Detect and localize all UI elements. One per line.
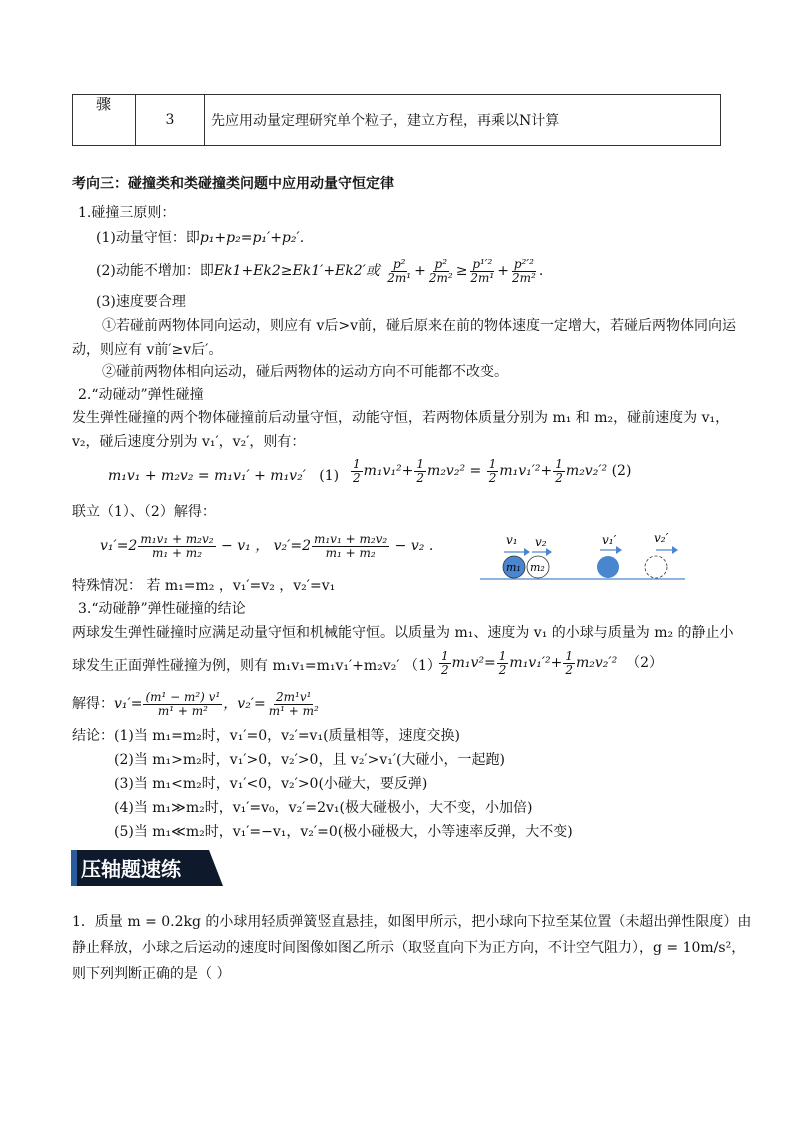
solution-static: 解得：v₁′= $\frac{\text{(m¹ − m²) v¹}}{\text{m¹ + m²}}$ ，v₂′= $\frac{\text{2m¹v¹}}{\text{m¹ + m²}}$ — [72, 689, 319, 718]
elastic-moving-para-2: v₂，碰后速度分别为 v₁′，v₂′，则有： — [72, 434, 306, 450]
rule-velocity-same-direction: ①若碰前两物体同向运动，则应有 v后>v前，碰后原来在前的物体速度一定增大，若碰后两物体同向运 — [102, 318, 736, 334]
solution-velocities: v₁′=2 $\frac{\text{m₁v₁ + m₂v₂}}{\text{m₁ + m₂}}$ − v₁ ， v₂′=2 $\frac{\text{m₁v₁ + m₂v₂}}{\text{m₁ + m₂}}$ − v₂ . — [100, 531, 434, 560]
conclusion-3: (3)当 m₁<m₂时，v₁′<0，v₂′>0(小碰大，要反弹) — [114, 776, 428, 792]
solve-label: 联立（1）、（2）解得： — [72, 504, 216, 520]
table-cell-step: 骤 — [73, 95, 136, 145]
section-banner — [71, 850, 223, 886]
rule-momentum: (1)动量守恒：即p₁+p₂=p₁′+p₂′. — [96, 230, 305, 246]
label-v2p: v₂′ — [654, 531, 669, 545]
conclusion-1: 结论：(1)当 m₁=m₂时，v₁′=0，v₂′=v₁(质量相等，速度交换) — [72, 728, 461, 744]
rule-velocity-same-direction-cont: 动，则应有 v前′≥v后′。 — [72, 342, 223, 358]
table-cell-description: 先应用动量定理研究单个粒子，建立方程，再乘以N计算 — [211, 113, 560, 129]
conclusion-5: (5)当 m₁≪m₂时，v₁′=−v₁，v₂′=0(极小碰极大，小等速率反弹，大不变) — [114, 824, 573, 840]
label-m2: m₂ — [530, 561, 545, 574]
section-title: 考向三：碰撞类和类碰撞类问题中应用动量守恒定律 — [72, 176, 394, 192]
equation-momentum: m₁v₁ + m₂v₂ = m₁v₁′ + m₁v₂′ (1) — [108, 468, 340, 484]
conclusion-4: (4)当 m₁≫m₂时，v₁′=v₀，v₂′=2v₁(极大碰极小，大不变，小加倍) — [114, 800, 533, 816]
rule-velocity-opposite: ②碰前两物体相向运动，碰后两物体的运动方向不可能都不改变。 — [102, 364, 508, 380]
rule-velocity: (3)速度要合理 — [96, 294, 186, 310]
elastic-static-para-1: 两球发生弹性碰撞时应满足动量守恒和机械能守恒。以质量为 m₁、速度为 v₁ 的小球与质量为 m₂ 的静止小 — [72, 625, 734, 641]
problem-line-3: 则下列判断正确的是（ ） — [72, 966, 231, 982]
label-v2: v₂ — [535, 535, 547, 549]
heading-elastic-static: 3.“动碰静”弹性碰撞的结论 — [78, 601, 246, 617]
steps-table — [72, 94, 721, 146]
collision-diagram — [480, 528, 690, 584]
label-m1: m₁ — [506, 561, 521, 574]
banner-label: 压轴题速练 — [81, 857, 181, 881]
label-v1: v₁ — [506, 533, 518, 547]
ball-m2-after — [645, 556, 667, 578]
heading-collision-rules: 1.碰撞三原则： — [78, 205, 176, 221]
label-v1p: v₁′ — [602, 533, 617, 547]
equation-energy-static: $\frac{1}{2}$ m₁v²= $\frac{1}{2}$ m₁v₁′²+ $\frac{1}{2}$ m₂v₂′² （2） — [441, 648, 664, 677]
table-cell-number: 3 — [136, 95, 205, 145]
heading-elastic-moving: 2.“动碰动”弹性碰撞 — [78, 387, 204, 403]
conclusion-2: (2)当 m₁>m₂时，v₁′>0，v₂′>0，且 v₂′>v₁′(大碰小，一起跑) — [114, 752, 505, 768]
problem-line-2: 静止释放，小球之后运动的速度时间图像如图乙所示（取竖直向下为正方向，不计空气阻力），g = 10m/s²， — [72, 940, 746, 956]
elastic-static-para-2: 球发生正面弹性碰撞为例，则有 m₁v₁=m₁v₁′+m₂v₂′ （1） — [72, 658, 441, 674]
ball-m1-after — [597, 556, 619, 578]
problem-line-1: 1．质量 m = 0.2kg 的小球用轻质弹簧竖直悬挂，如图甲所示，把小球向下拉至某位置（未超出弹性限度）由 — [72, 914, 752, 930]
elastic-moving-para-1: 发生弹性碰撞的两个物体碰撞前后动量守恒，动能守恒，若两物体质量分别为 m₁ 和 m₂，碰前速度为 v₁， — [72, 410, 730, 426]
equation-energy: $\frac{1}{2}$ m₁v₁²+ $\frac{1}{2}$ m₂v₂² = $\frac{1}{2}$ m₁v₁′²+ $\frac{1}{2}$ m₂v₂′² (2) — [353, 456, 632, 485]
special-case: 特殊情况： 若 m₁=m₂ ，v₁′=v₂ ，v₂′=v₁ — [72, 578, 336, 594]
rule-kinetic-energy: (2)动能不增加：即Ek1+Ek2≥Ek1′+Ek2′或 $\frac{\text{p²}}{\text{2m¹}}$ + $\frac{\text{p²}}{\text{2m²}}$ ≥ $\frac{\text{p¹′²}}{\text{2m¹}}$ + $\frac{\text{p²′²}}{\text{2m²}}$ . — [96, 256, 544, 285]
